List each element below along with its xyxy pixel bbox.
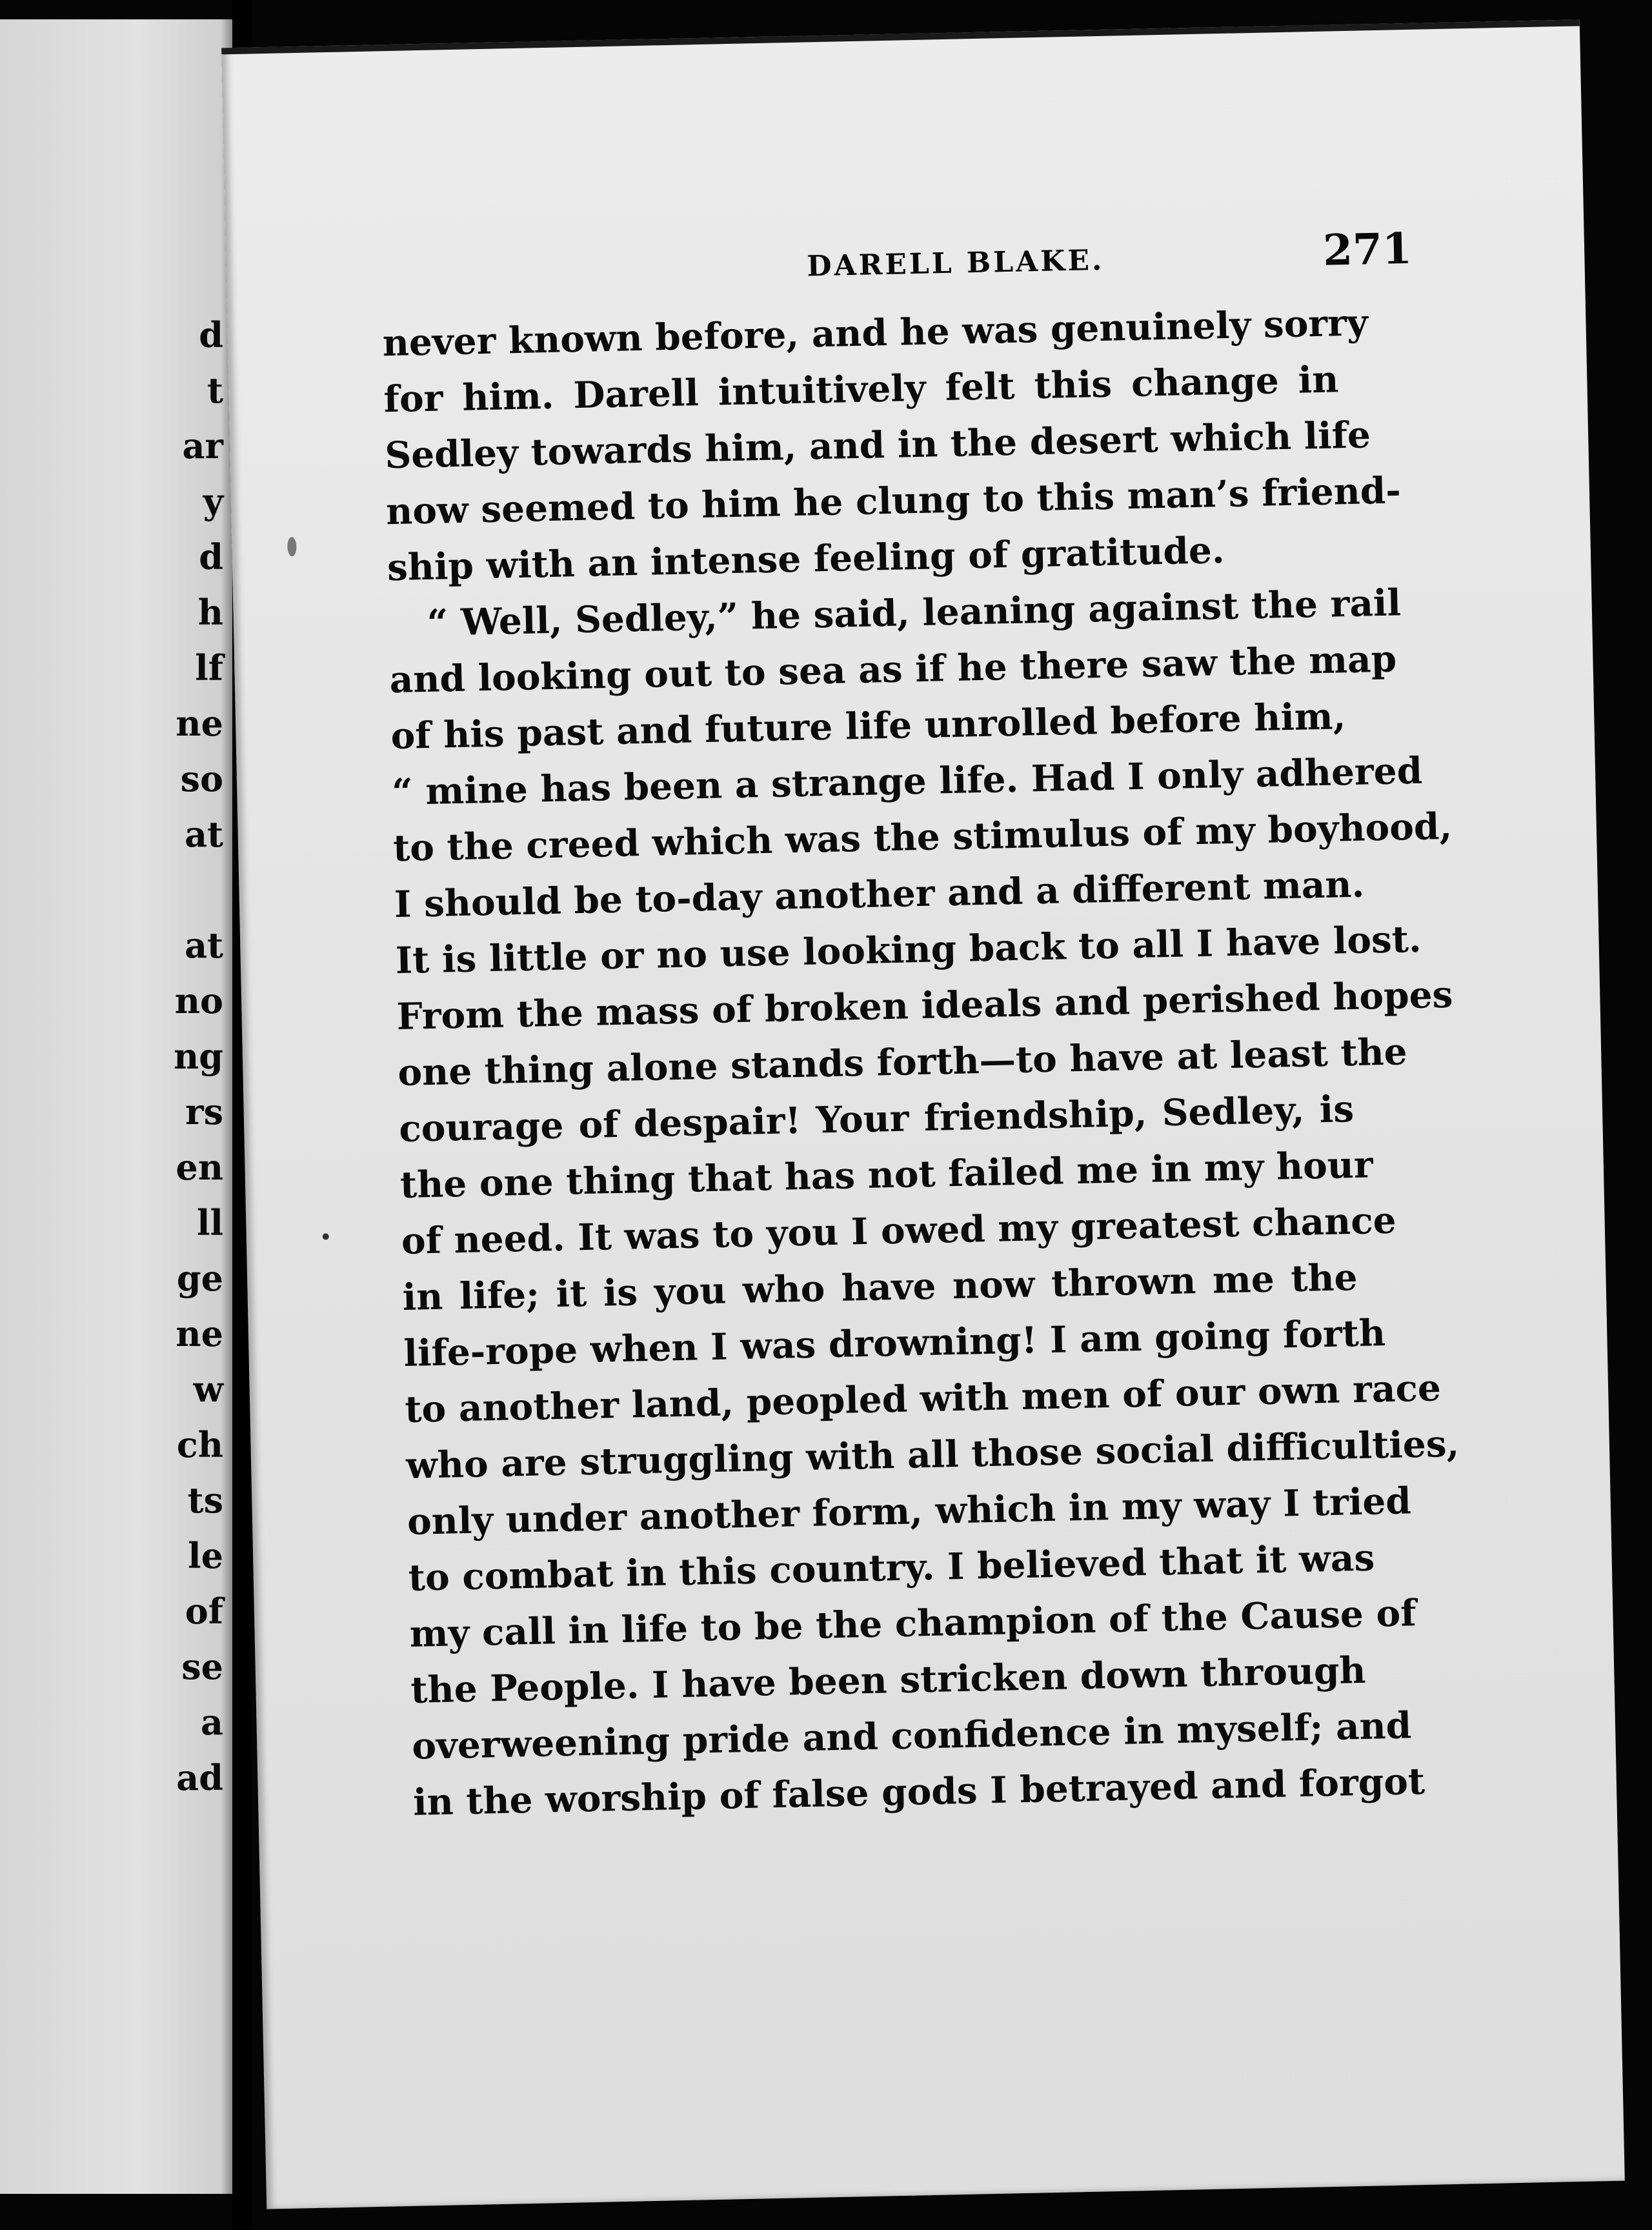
left-line-ending: d [199, 536, 223, 578]
left-line-ending: so [180, 758, 223, 799]
text-line: only under another form, which in my way I tried [407, 1480, 1412, 1543]
text-line: one thing alone stands forth—to have at least the [397, 1030, 1408, 1095]
text-line: the People. I have been stricken down through [410, 1649, 1367, 1712]
text-line: ship with an intense feeling of gratitude. [387, 529, 1225, 590]
text-line: to combat in this country. I believed that it was [408, 1536, 1375, 1600]
text-line: life-rope when I was drowning! I am going forth [403, 1312, 1386, 1375]
text-line: of need. It was to you I owed my greatest chance [401, 1199, 1397, 1263]
left-line-ending: ne [176, 1313, 223, 1354]
page-number: 271 [1322, 223, 1413, 276]
text-line: who are struggling with all those social difficulties, [405, 1422, 1460, 1487]
text-line: I should be to-day another and a different man. [394, 863, 1365, 927]
text-line: now seemed to him he clung to this man’s friend- [385, 469, 1402, 534]
left-line-ending: ll [196, 1202, 223, 1243]
running-head [226, 219, 1585, 306]
left-line-ending: a [201, 1702, 223, 1743]
text-line: the one thing that has not failed me in my hour [399, 1143, 1374, 1207]
left-line-ending: t [207, 370, 223, 411]
text-line: overweening pride and confidence in myself; and [411, 1704, 1412, 1768]
left-line-ending: at [185, 925, 223, 966]
text-line: for him. Darell intuitively felt this change in [383, 358, 1339, 421]
left-line-ending: ar [182, 425, 223, 467]
text-line: courage of despair! Your friendship, Sedley, is [398, 1088, 1355, 1151]
text-line: “ Well, Sedley,” he said, leaning against the rail [427, 581, 1402, 645]
left-line-ending: rs [185, 1091, 223, 1132]
text-line: From the mass of broken ideals and perished hopes [396, 973, 1454, 1039]
text-line: to another land, peopled with men of our own race [404, 1367, 1442, 1431]
left-line-ending: no [174, 980, 223, 1021]
running-title: DARELL BLAKE. [806, 243, 1105, 283]
text-line: Sedley towards him, and in the desert which life [384, 414, 1371, 477]
left-line-ending: lf [195, 647, 223, 688]
text-line: of his past and future life unrolled before him, [390, 695, 1346, 758]
page-right [221, 19, 1625, 2209]
left-line-ending: w [193, 1369, 223, 1410]
left-line-ending: ts [187, 1480, 223, 1521]
left-line-ending: se [181, 1646, 223, 1687]
left-line-ending: ng [173, 1036, 223, 1077]
text-line: never known before, and he was genuinely sorry [382, 301, 1369, 365]
paper-speck [323, 1233, 329, 1240]
left-line-ending: le [188, 1535, 223, 1576]
text-line: in the worship of false gods I betrayed and forgot [412, 1760, 1425, 1824]
text-line: It is little or no use looking back to all I have lost. [395, 918, 1422, 983]
page-top-edge [221, 19, 1580, 54]
facing-page-left [0, 19, 232, 2194]
left-line-ending: en [176, 1147, 223, 1188]
left-line-ending: h [197, 592, 223, 633]
text-line: in life; it is you who have now thrown me the [402, 1256, 1358, 1319]
text-line: “ mine has been a strange life. Had I only adhered [391, 749, 1423, 814]
left-line-ending: ge [176, 1258, 223, 1299]
text-line: my call in life to be the champion of the Cause of [409, 1592, 1417, 1656]
left-line-ending: ne [176, 703, 223, 744]
paper-speck [287, 537, 297, 556]
text-line: and looking out to sea as if he there saw the map [389, 638, 1397, 702]
text-line: to the creed which was the stimulus of my boyhood, [392, 805, 1453, 870]
left-line-ending: ad [176, 1757, 223, 1798]
body-text [382, 296, 1460, 1831]
left-line-ending: ch [176, 1424, 223, 1465]
left-line-ending: y [203, 481, 223, 522]
left-line-ending: d [199, 314, 223, 356]
left-line-ending: at [185, 814, 223, 855]
facing-page-line-endings [19, 19, 232, 2194]
left-line-ending: of [185, 1591, 223, 1632]
